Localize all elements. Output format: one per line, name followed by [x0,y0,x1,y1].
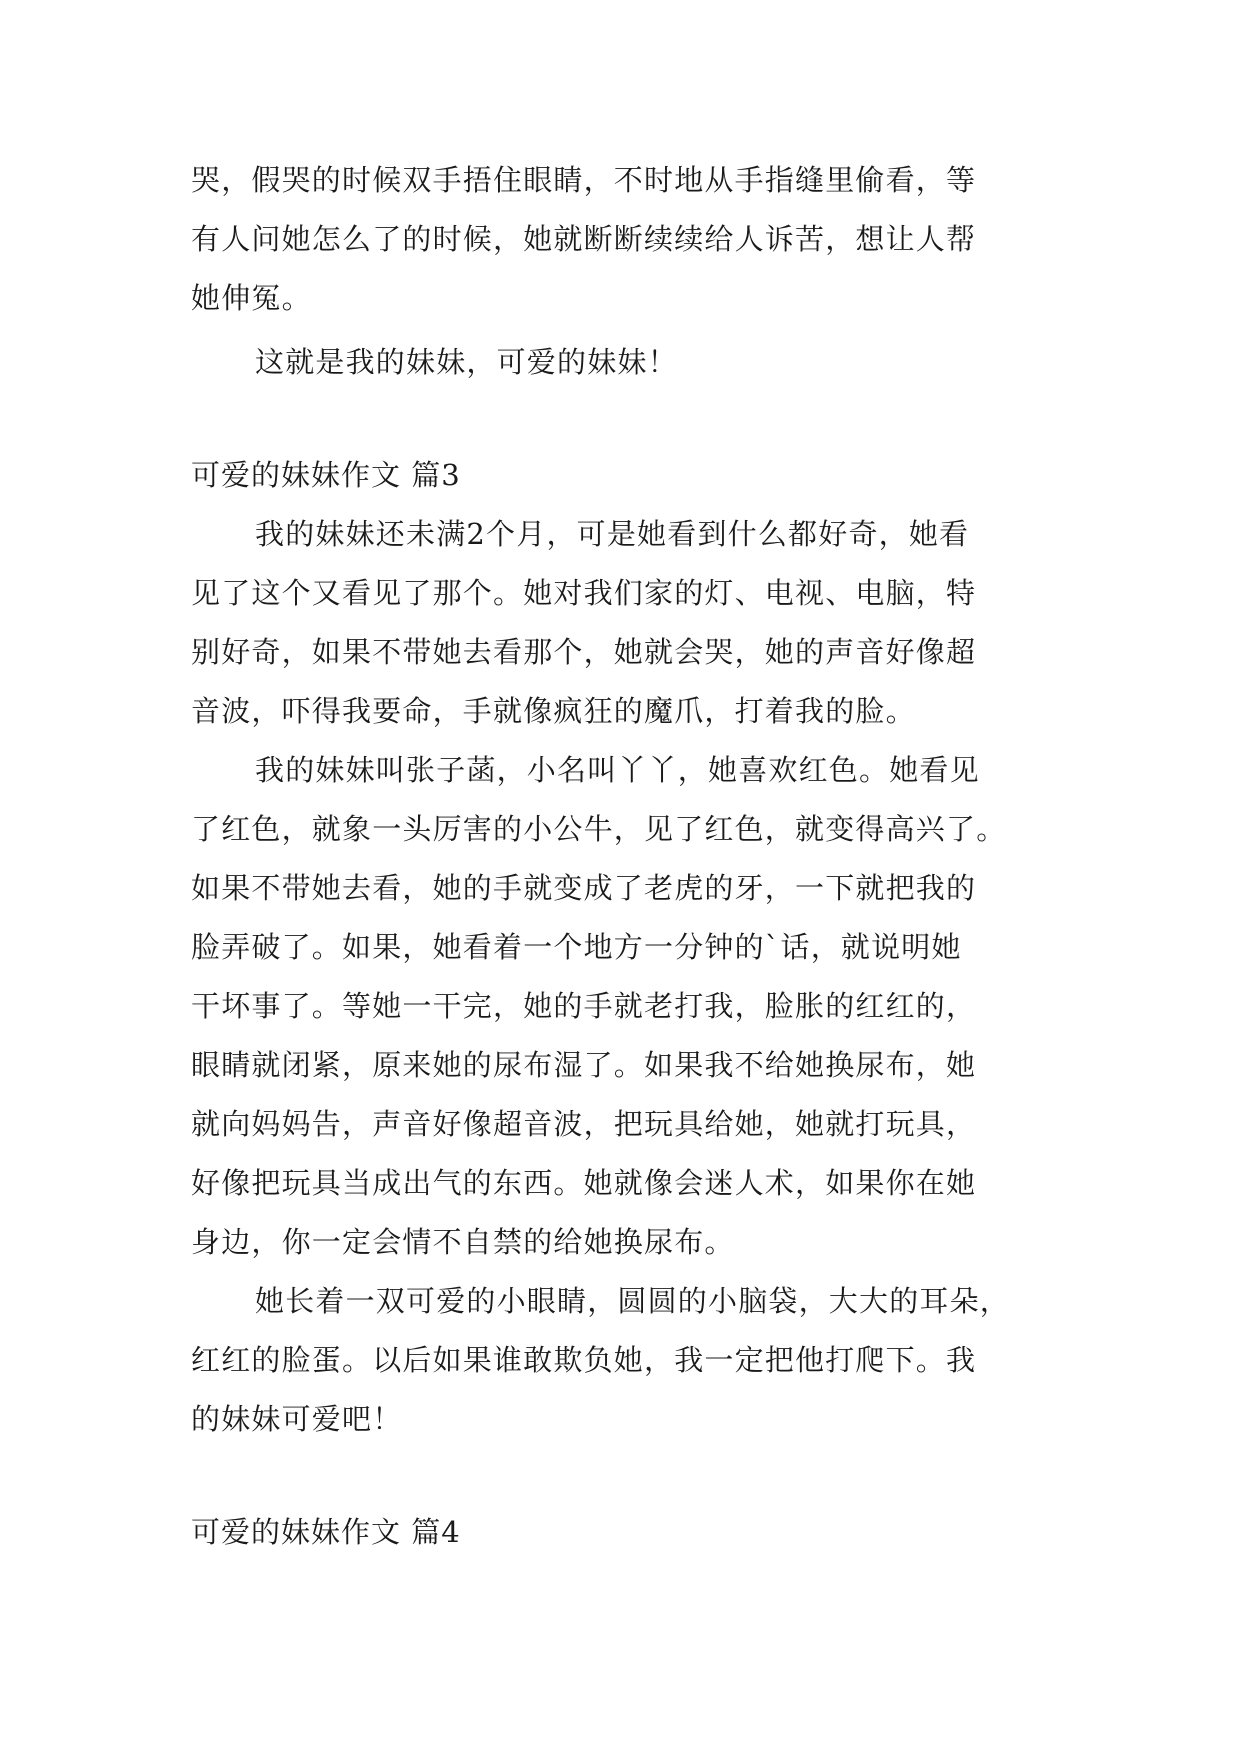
text-line: 见了这个又看见了那个。她对我们家的灯、电视、电脑，特 [191,576,977,610]
text-line: 我的妹妹还未满2个月，可是她看到什么都好奇，她看 [255,517,970,551]
text-line: 如果不带她去看，她的手就变成了老虎的牙，一下就把我的 [191,871,977,905]
text-line: 眼睛就闭紧，原来她的尿布湿了。如果我不给她换尿布，她 [191,1048,977,1082]
text-line: 别好奇，如果不带她去看那个，她就会哭，她的声音好像超 [191,635,977,669]
text-line: 就向妈妈告，声音好像超音波，把玩具给她，她就打玩具， [191,1107,977,1141]
text-line: 的妹妹可爱吧！ [191,1402,403,1436]
text-line: 我的妹妹叫张子菡，小名叫丫丫，她喜欢红色。她看见 [255,753,980,787]
text-line: 她伸冤。 [191,281,312,315]
text-line: 她长着一双可爱的小眼睛，圆圆的小脑袋，大大的耳朵， [255,1284,1011,1318]
text-line: 好像把玩具当成出气的东西。她就像会迷人术，如果你在她 [191,1166,977,1200]
section-heading: 可爱的妹妹作文 篇3 [191,458,461,492]
text-line: 身边，你一定会情不自禁的给她换尿布。 [191,1225,735,1259]
section-heading: 可爱的妹妹作文 篇4 [191,1515,461,1549]
text-line: 哭，假哭的时候双手捂住眼睛，不时地从手指缝里偷看，等 [191,163,977,197]
text-line: 干坏事了。等她一干完，她的手就老打我，脸胀的红红的， [191,989,977,1023]
text-line: 这就是我的妹妹，可爱的妹妹！ [255,345,678,379]
text-line: 有人问她怎么了的时候，她就断断续续给人诉苦，想让人帮 [191,222,977,256]
text-line: 红红的脸蛋。以后如果谁敢欺负她，我一定把他打爬下。我 [191,1343,977,1377]
text-line: 了红色，就象一头厉害的小公牛，见了红色，就变得高兴了。 [191,812,1007,846]
text-line: 脸弄破了。如果，她看着一个地方一分钟的`话，就说明她 [191,930,962,964]
text-line: 音波，吓得我要命，手就像疯狂的魔爪，打着我的脸。 [191,694,916,728]
